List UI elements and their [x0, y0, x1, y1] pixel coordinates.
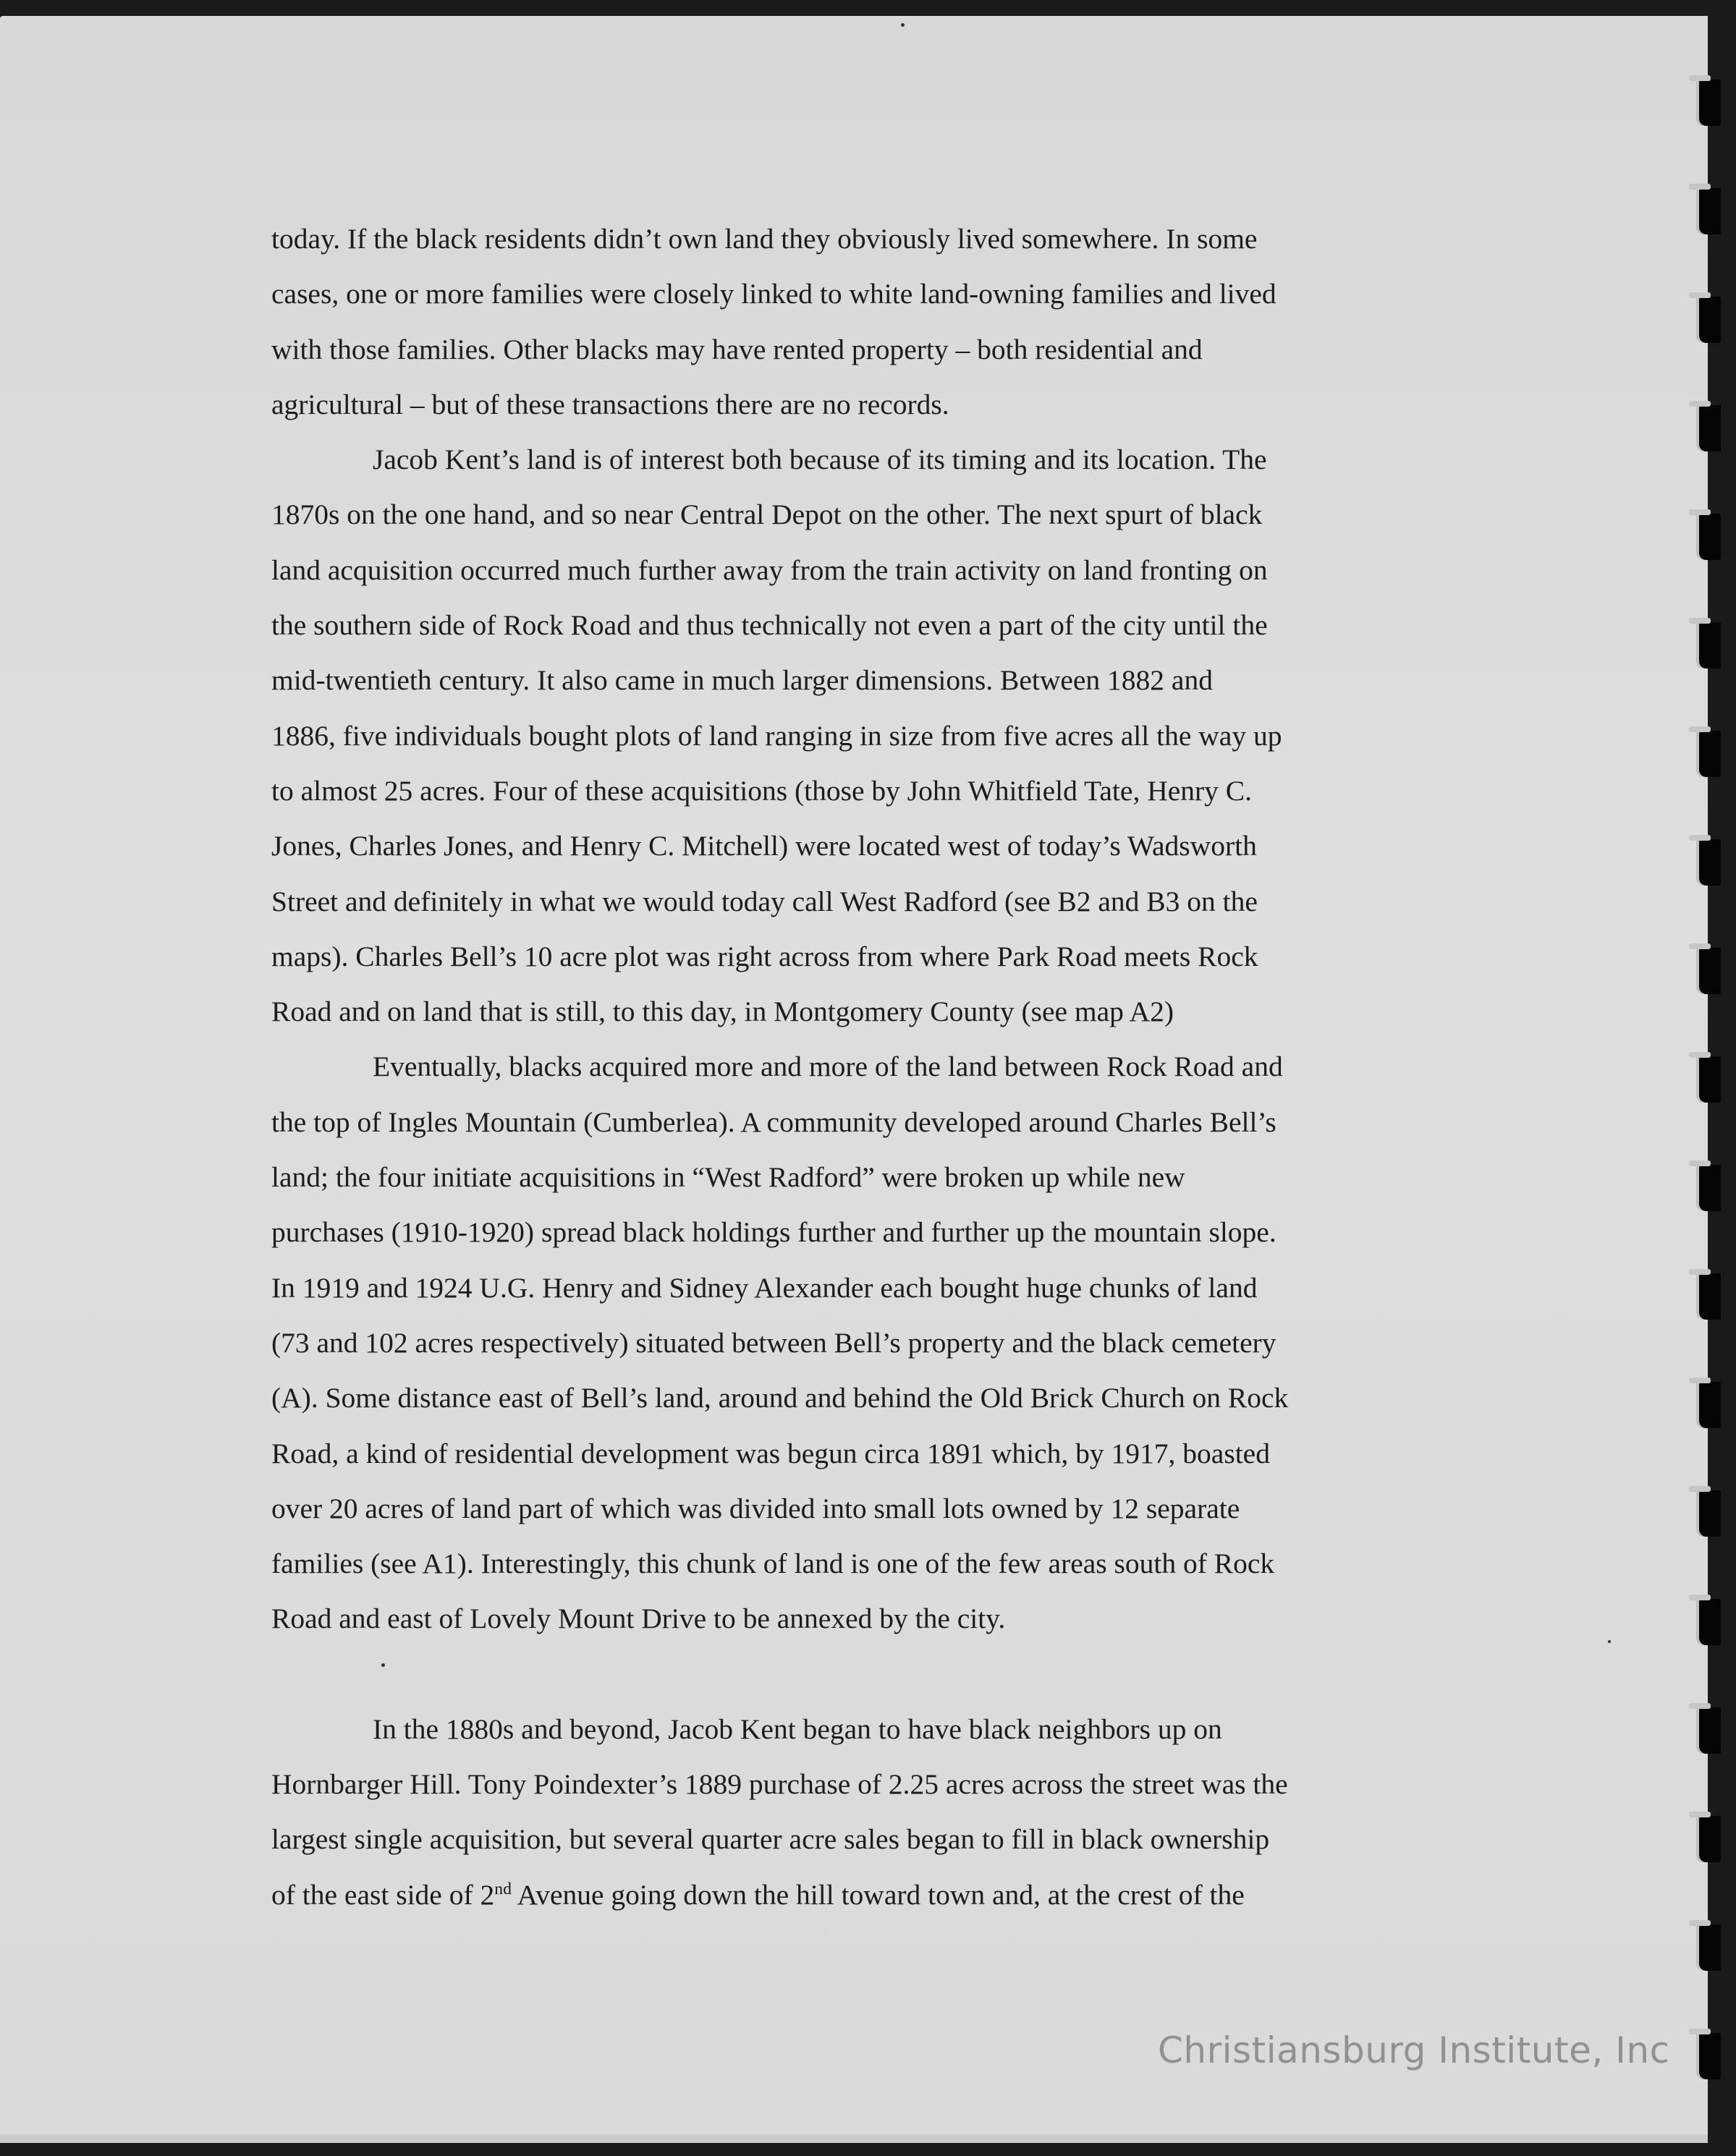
binding-ring [1699, 1382, 1721, 1428]
binding-ring [1699, 80, 1721, 126]
binding-ring [1699, 1599, 1721, 1645]
text-line: Jones, Charles Jones, and Henry C. Mitchell) were located west of today’s Wadsworth [271, 830, 1257, 862]
text-line: Hornbarger Hill. Tony Poindexter’s 1889 purchase of 2.25 acres across the street was the [271, 1768, 1288, 1801]
text-line: the top of Ingles Mountain (Cumberlea). A community developed around Charles Bell’s [271, 1105, 1276, 1138]
text-run: Avenue going down the hill toward town and, at the crest of the [511, 1878, 1245, 1911]
paragraph-3 [271, 1039, 1509, 1646]
text-line: Street and definitely in what we would today call West Radford (see B2 and B3 on the [271, 885, 1258, 917]
text-line: the southern side of Rock Road and thus technically not even a part of the city until the [271, 609, 1268, 642]
text-line: mid-twentieth century. It also came in much larger dimensions. Between 1882 and [271, 664, 1213, 697]
binding-ring [1699, 948, 1721, 994]
binding-ring [1699, 1816, 1721, 1862]
text-line: purchases (1910-1920) spread black holdings further and further up the mountain slope. [271, 1216, 1276, 1249]
text-line: with those families. Other blacks may have rented property – both residential and [271, 333, 1203, 365]
text-line: land acquisition occurred much further away from the train activity on land fronting on [271, 553, 1268, 586]
ordinal-superscript: nd [494, 1879, 512, 1898]
text-run: of the east side of 2 [271, 1878, 495, 1911]
text-line: Road, a kind of residential development was begun circa 1891 which, by 1917, boasted [271, 1437, 1270, 1469]
text-line: to almost 25 acres. Four of these acquisitions (those by John Whitfield Tate, Henry C. [271, 774, 1252, 807]
watermark-text: Christiansburg Institute, Inc [1158, 2029, 1670, 2071]
text-line: over 20 acres of land part of which was divided into small lots owned by 12 separate [271, 1492, 1240, 1524]
paragraph-2 [271, 432, 1509, 1039]
binding-ring [1699, 514, 1721, 560]
text-line: agricultural – but of these transactions there are no records. [271, 388, 949, 420]
page-bottom-edge [0, 2134, 1708, 2143]
text-line: land; the four initiate acquisitions in “West Radford” were broken up while new [271, 1161, 1185, 1194]
text-line: 1886, five individuals bought plots of land ranging in size from five acres all the way up [271, 719, 1282, 752]
binding-ring [1699, 188, 1721, 234]
text-line: In the 1880s and beyond, Jacob Kent began to have black neighbors up on [373, 1713, 1222, 1745]
text-line: largest single acquisition, but several quarter acre sales began to fill in black ownership [271, 1823, 1270, 1856]
binding-ring [1699, 1273, 1721, 1320]
spiral-binding [1686, 0, 1736, 2156]
text-line: maps). Charles Bell’s 10 acre plot was right across from where Park Road meets Rock [271, 940, 1258, 972]
text-line [271, 1879, 1245, 1911]
text-line: Road and east of Lovely Mount Drive to be annexed by the city. [271, 1603, 1006, 1635]
binding-ring [1699, 1924, 1721, 1971]
text-line: (A). Some distance east of Bell’s land, around and behind the Old Brick Church on Rock [271, 1382, 1289, 1414]
text-line: Jacob Kent’s land is of interest both because of its timing and its location. The [373, 443, 1267, 476]
text-line: (73 and 102 acres respectively) situated between Bell’s property and the black cemetery [271, 1326, 1276, 1359]
document-page [0, 16, 1708, 2143]
paragraph-4 [271, 1702, 1509, 1922]
stray-mark [381, 1663, 385, 1667]
binding-ring [1699, 405, 1721, 451]
stray-mark [901, 23, 905, 27]
text-line: Road and on land that is still, to this day, in Montgomery County (see map A2) [271, 996, 1174, 1028]
binding-ring [1699, 839, 1721, 886]
binding-ring [1699, 731, 1721, 777]
binding-ring [1699, 1056, 1721, 1103]
paragraph-gap [271, 1647, 1509, 1702]
binding-ring [1699, 1165, 1721, 1211]
binding-ring [1699, 297, 1721, 343]
paragraph-1 [271, 211, 1509, 432]
document-body [271, 211, 1509, 1922]
binding-ring [1699, 1707, 1721, 1754]
binding-ring [1699, 1490, 1721, 1537]
text-line: families (see A1). Interestingly, this chunk of land is one of the few areas south of Rock [271, 1548, 1275, 1580]
text-line: Eventually, blacks acquired more and more of the land between Rock Road and [373, 1051, 1283, 1083]
text-line: 1870s on the one hand, and so near Central Depot on the other. The next spurt of black [271, 498, 1263, 531]
text-line: cases, one or more families were closely linked to white land-owning families and lived [271, 278, 1276, 310]
text-line: today. If the black residents didn’t own land they obviously lived somewhere. In some [271, 223, 1258, 255]
binding-ring [1699, 622, 1721, 669]
binding-ring [1699, 2033, 1721, 2079]
stray-mark [1608, 1640, 1611, 1643]
text-line: In 1919 and 1924 U.G. Henry and Sidney Alexander each bought huge chunks of land [271, 1271, 1258, 1304]
